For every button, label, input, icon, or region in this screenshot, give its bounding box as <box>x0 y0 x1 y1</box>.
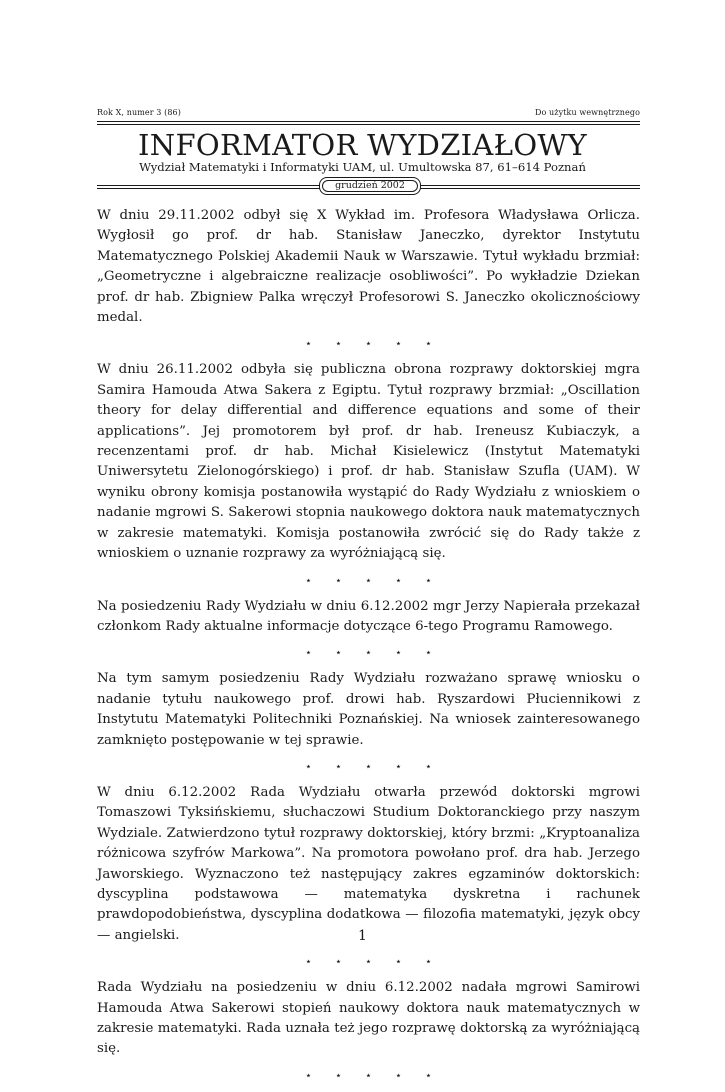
star-icon: ⋆ <box>305 1068 312 1082</box>
paragraph-saker-degree: Rada Wydziału na posiedzeniu w dniu 6.12.2002 nadała mgrowi Samirowi Hamouda Atwa Sakerowi stopień naukowy doktora nauk matematycznych w zakresie matematyki. Rada uznała też jego rozprawę doktorską za wyróżniającą się. <box>97 980 640 1057</box>
date-frame <box>319 177 421 195</box>
paragraph-tyksinski-doctorate: W dniu 6.12.2002 Rada Wydziału otwarła przewód doktorski mgrowi Tomaszowi Tyksińskiemu, słuchaczowi Studium Doktoranckiego przy naszym Wydziale. Zatwierdzono tytuł rozprawy doktorskiej, który brzmi: „Kryptoanaliza różnicowa szyfrów Markowa”. Na promotora powołano prof. dra hab. Jerzego Jaworskiego. Wyznaczono też następujący zakres egzaminów doktorskich: dyscyplina podstawowa — matematyka dyskretna i rachunek prawdopodobieństwa, dyscyplina dodatkowa — filozofia matematyki, język obcy — angielski. <box>97 784 640 943</box>
star-icon: ⋆ <box>365 955 372 969</box>
issue-date: grudzień 2002 <box>335 180 405 191</box>
paragraph-saker-defense: W dniu 26.11.2002 odbyła się publiczna obrona rozprawy doktorskiej mgra Samira Hamouda Atwa Sakera z Egiptu. Tytuł rozprawy brzmiał: „Oscillation theory for delay differential and difference equations and some of their applications”. Jej promotorem był prof. dr hab. Ireneusz Kubiaczyk, a recenzentami prof. dr hab. Michał Kisielewicz (Instytut Matematyki Uniwersytetu Zielonogórskiego) i prof. dr hab. Stanisław Szufla (UAM). W wyniku obrony komisja postanowiła wystąpić do Rady Wydziału z wnioskiem o nadanie mgrowi S. Sakerowi stopnia naukowego doktora nauk matematycznych w zakresie matematyki. Komisja postanowiła zwrócić się do Rady także z wnioskiem o uznanie rozprawy za wyróżniającą się. <box>97 362 640 562</box>
newsletter-title: INFORMATOR WYDZIAŁOWY <box>138 128 587 162</box>
star-icon: ⋆ <box>425 955 432 969</box>
issue-number: Rok X, numer 3 (86) <box>97 108 181 117</box>
section-separator <box>97 1066 640 1086</box>
star-icon: ⋆ <box>395 646 402 660</box>
star-icon: ⋆ <box>305 759 312 773</box>
star-icon: ⋆ <box>335 337 342 351</box>
section-separator <box>97 643 640 663</box>
star-icon: ⋆ <box>335 955 342 969</box>
star-icon: ⋆ <box>425 573 432 587</box>
star-icon: ⋆ <box>335 646 342 660</box>
running-header <box>97 108 640 120</box>
star-icon: ⋆ <box>395 955 402 969</box>
star-icon: ⋆ <box>305 955 312 969</box>
internal-use-notice: Do użytku wewnętrznego <box>534 108 640 117</box>
star-icon: ⋆ <box>395 759 402 773</box>
star-icon: ⋆ <box>305 337 312 351</box>
star-icon: ⋆ <box>365 759 372 773</box>
star-icon: ⋆ <box>395 1068 402 1082</box>
star-icon: ⋆ <box>425 759 432 773</box>
star-icon: ⋆ <box>365 573 372 587</box>
star-icon: ⋆ <box>425 646 432 660</box>
star-icon: ⋆ <box>365 646 372 660</box>
section-separator <box>97 571 640 591</box>
section-separator <box>97 952 640 972</box>
star-icon: ⋆ <box>395 337 402 351</box>
section-separator <box>97 757 640 777</box>
star-icon: ⋆ <box>305 573 312 587</box>
star-icon: ⋆ <box>365 337 372 351</box>
faculty-address: Wydział Matematyki i Informatyki UAM, ul. Umultowska 87, 61–614 Poznań <box>139 160 586 174</box>
paragraph-framework-programme: Na posiedzeniu Rady Wydziału w dniu 6.12.2002 mgr Jerzy Napierała przekazał członkom Rady aktualne informacje dotyczące 6-tego Programu Ramowego. <box>97 598 640 634</box>
page-number: 1 <box>358 928 367 944</box>
paragraph-title-proceedings: Na tym samym posiedzeniu Rady Wydziału rozważano sprawę wniosku o nadanie tytułu naukowego prof. drowi hab. Ryszardowi Płuciennikowi z Instytutu Matematyki Politechniki Poznańskiej. Na wniosek zainteresowanego zamknięto postępowanie w tej sprawie. <box>97 671 640 748</box>
star-icon: ⋆ <box>335 1068 342 1082</box>
header-rule-thin <box>97 124 640 125</box>
star-icon: ⋆ <box>305 646 312 660</box>
paragraph-orlicz-lecture: W dniu 29.11.2002 odbył się X Wykład im. Profesora Władysława Orlicza. Wygłosił go prof. dr hab. Stanisław Janeczko, dyrektor Instytutu Matematycznego Polskiej Akademii Nauk w Warszawie. Tytuł wykładu brzmiał: „Geometryczne i algebraiczne realizacje osobliwości”. Po wykładzie Dziekan prof. dr hab. Zbigniew Palka wręczył Profesorowi S. Janeczko okolicznościowy medal. <box>97 208 640 326</box>
star-icon: ⋆ <box>335 759 342 773</box>
star-icon: ⋆ <box>395 573 402 587</box>
star-icon: ⋆ <box>425 337 432 351</box>
header-rule <box>97 121 640 122</box>
section-separator <box>97 334 640 354</box>
star-icon: ⋆ <box>425 1068 432 1082</box>
article-body <box>97 206 640 1092</box>
star-icon: ⋆ <box>365 1068 372 1082</box>
date-banner <box>97 177 640 195</box>
star-icon: ⋆ <box>335 573 342 587</box>
